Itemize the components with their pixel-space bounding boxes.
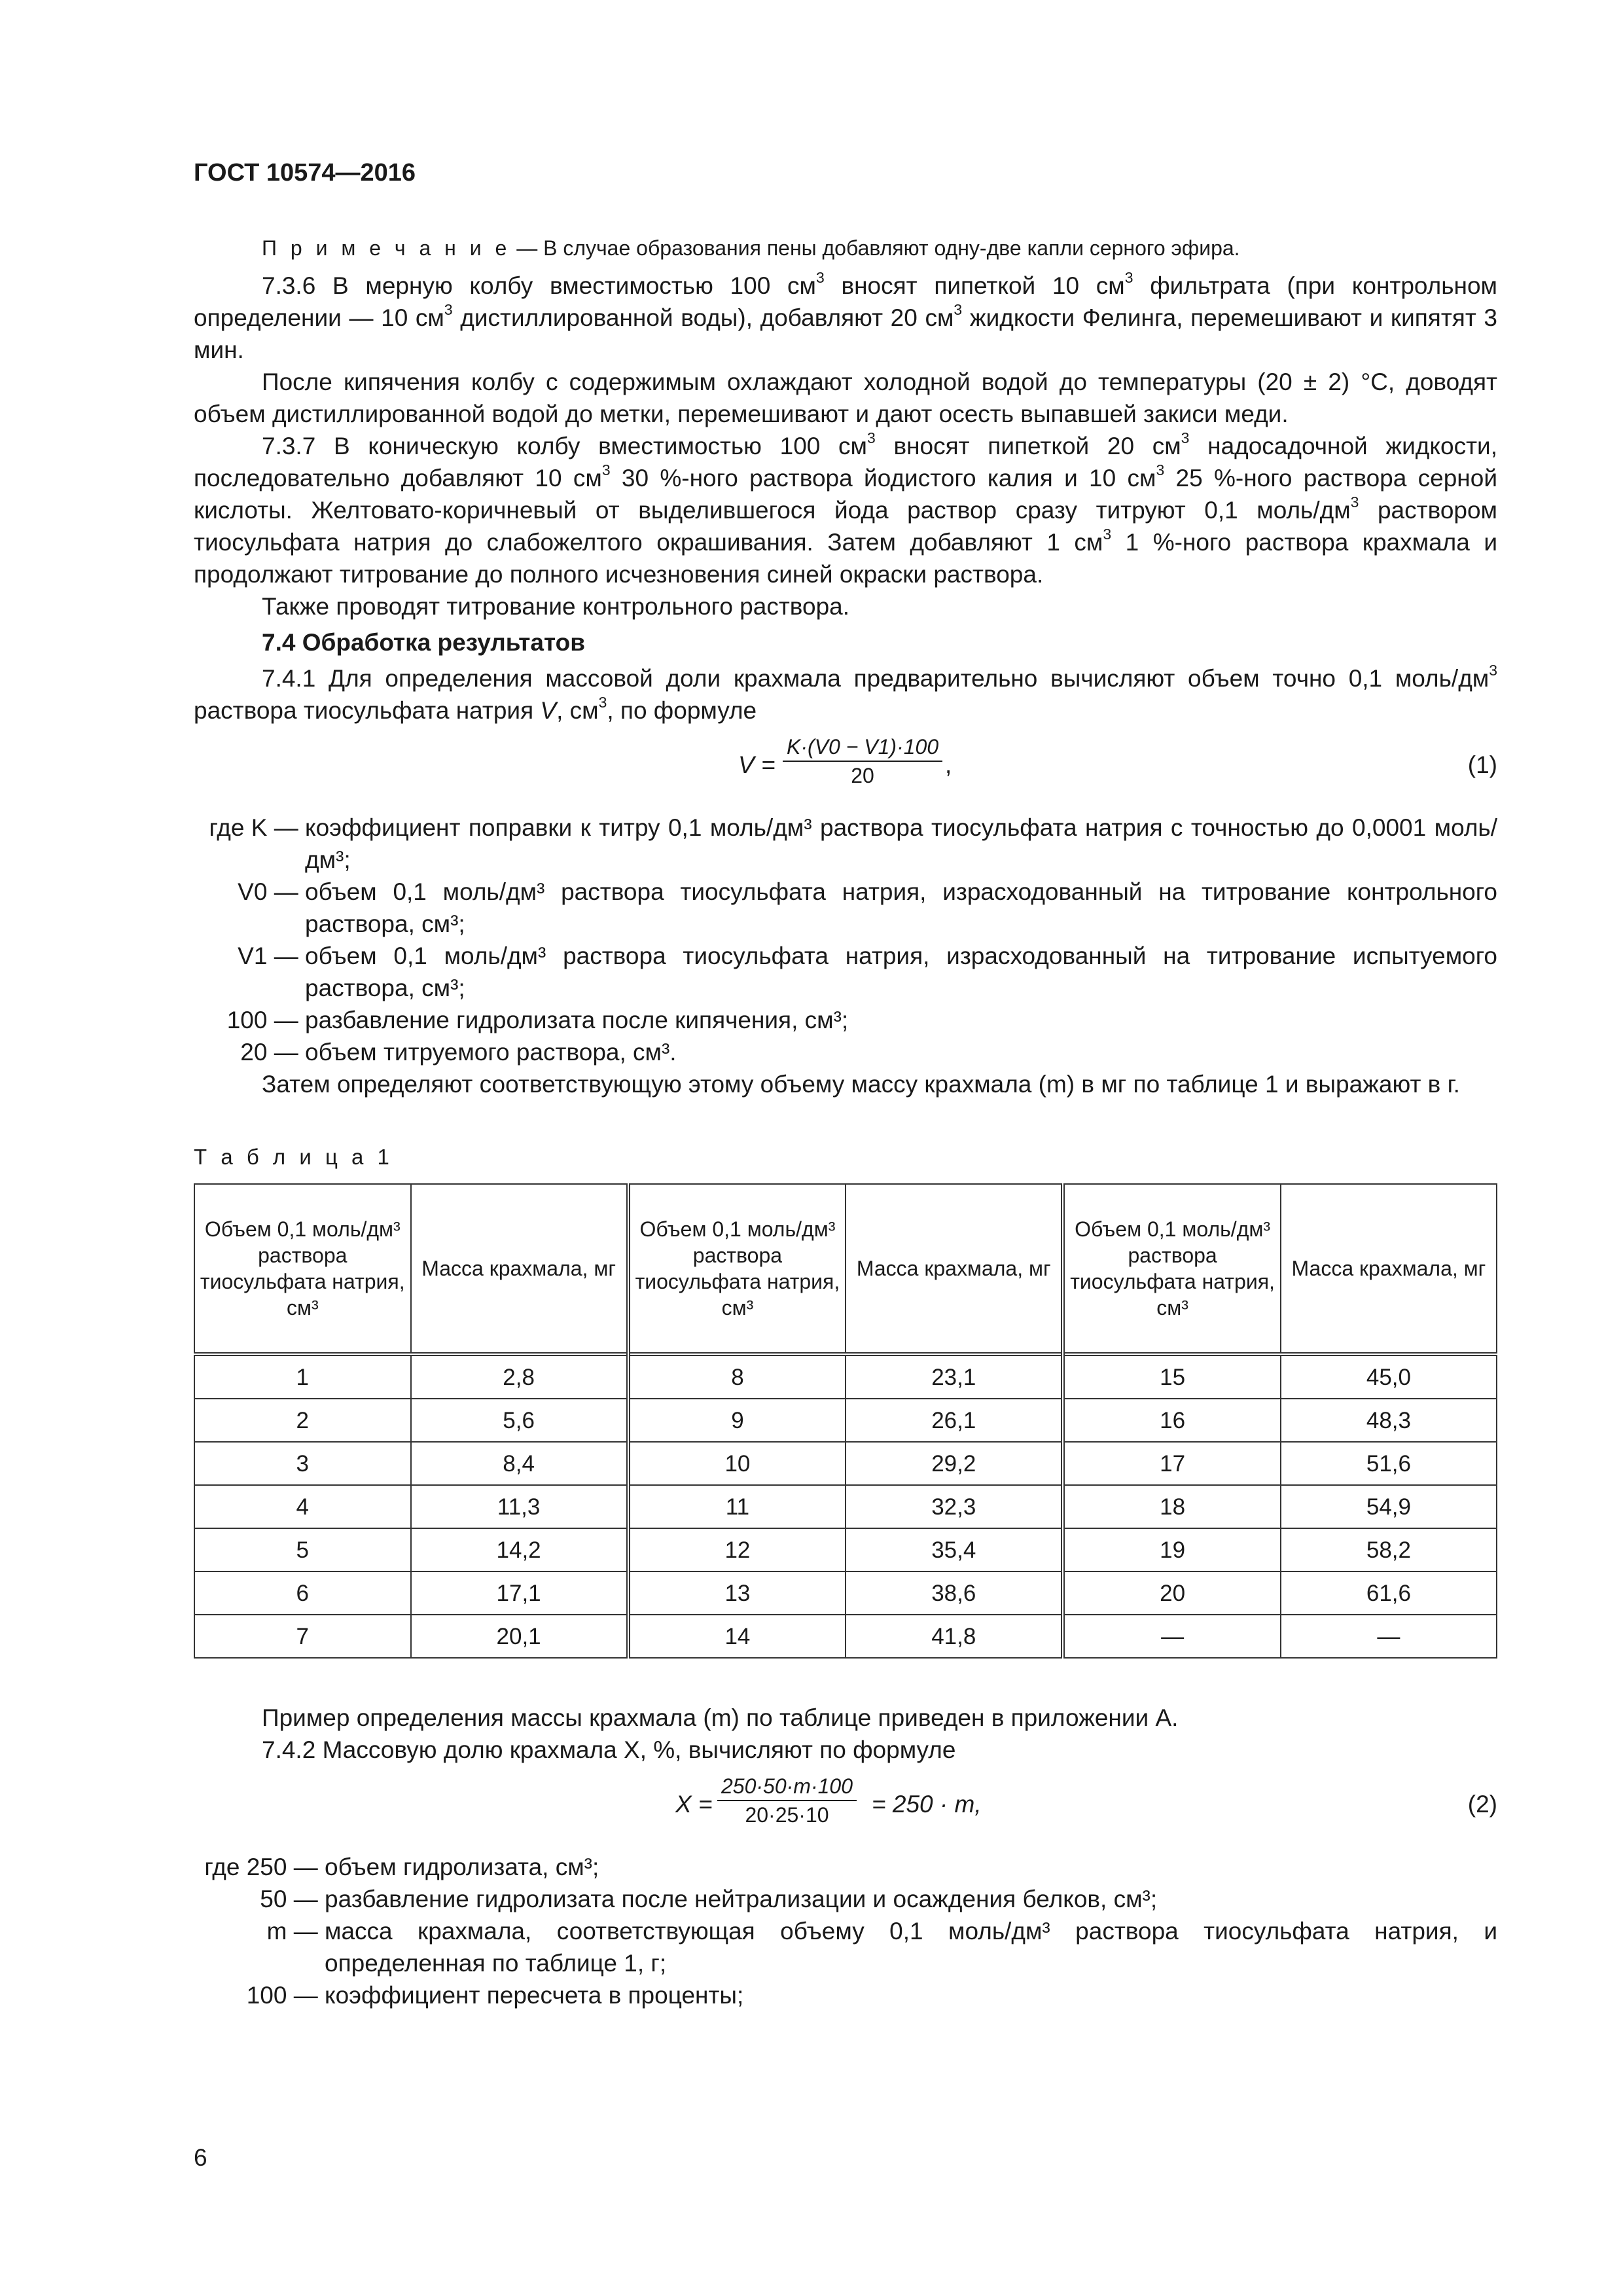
formula-1-number: (1) [1467, 751, 1497, 778]
table-header-row [194, 1184, 1497, 1354]
legend-row: m — масса крахмала, соответствующая объему 0,1 моль/дм³ раствора тиосульфата натрия, и определенная по таблице 1, г; [266, 1918, 1497, 1977]
col-header-mass: Масса крахмала, мг [411, 1184, 628, 1354]
table-row: 4 11,3 11 32,3 18 54,9 [194, 1485, 1497, 1528]
legend-row: V0 — объем 0,1 моль/дм³ раствора тиосульфата натрия, израсходованный на титрование контрольного раствора, см³; [238, 878, 1497, 937]
col-header-mass: Масса крахмала, мг [1281, 1184, 1497, 1354]
legend-row: где K — коэффициент поправки к титру 0,1 моль/дм³ раствора тиосульфата натрия с точностью до 0,0001 моль/дм³; [209, 814, 1497, 873]
formula-1-denominator: 20 [851, 764, 874, 787]
legend-row: V1 — объем 0,1 моль/дм³ раствора тиосульфата натрия, израсходованный на титрование испытуемого раствора, см³; [238, 942, 1497, 1001]
table-row: 7 20,1 14 41,8 — — [194, 1615, 1497, 1658]
formula-2-fraction [717, 1772, 857, 1829]
paragraph-7-3-6: 7.3.6 В мерную колбу вместимостью 100 $см^3$ вносят пипеткой 10 $см^3$ фильтрата (при контрольном определении — 10 $см^3$ дистиллированной воды), добавляют 20 $см^3$ жидкости Фелинга, перемешивают и кипятят 3 мин. [194, 268, 1497, 363]
note-text: — В случае образования пены добавляют одну-две капли серного эфира. [510, 236, 1240, 260]
col-header-volume: Объем 0,1 моль/дм³ раствора тиосульфата натрия, см³ [1063, 1184, 1281, 1354]
formula-1-lhs: V = [738, 751, 776, 778]
formula-1-tail: , [945, 751, 952, 778]
formula-2-number: (2) [1467, 1791, 1497, 1818]
table-row: 3 8,4 10 29,2 17 51,6 [194, 1442, 1497, 1485]
paragraph-7-4-1-cont: Затем определяют соответствующую этому объему массу крахмала (m) в мг по таблице 1 и выражают в г. [262, 1071, 1460, 1098]
table-caption: Т а б л и ц а 1 [194, 1145, 393, 1169]
legend-formula-1 [194, 812, 1497, 1068]
table-row: 6 17,1 13 38,6 20 61,6 [194, 1571, 1497, 1615]
legend-row: 100 — разбавление гидролизата после кипячения, см³; [226, 1007, 849, 1033]
paragraph-7-3-7-cont: Также проводят титрование контрольного раствора. [262, 593, 850, 620]
paragraph-7-4-2: 7.4.2 Массовую долю крахмала X, %, вычисляют по формуле [262, 1736, 956, 1763]
col-header-mass: Масса крахмала, мг [846, 1184, 1063, 1354]
table-1 [194, 1183, 1497, 1659]
legend-row: 50 — разбавление гидролизата после нейтрализации и осаждения белков, см³; [260, 1886, 1158, 1912]
paragraph-7-3-7: 7.3.7 В коническую колбу вместимостью 100 $см^3$ вносят пипеткой 20 $см^3$ надосадочной жидкости, последовательно добавляют 10 $см^3$ 30 %-ного раствора йодистого калия и 10 $см^3$ 25 %-ного раствора серной кислоты. Желтовато-коричневый от выделившегося йода раствор сразу титруют 0,1 моль/$дм^3$ раствором тиосульфата натрия до слабожелтого окрашивания. Затем добавляют 1 $см^3$ 1 %-ного раствора крахмала и продолжают титрование до полного исчезновения синей окраски раствора. [194, 429, 1497, 588]
paragraph-7-4-1: 7.4.1 Для определения массовой доли крахмала предварительно вычисляют объем точно 0,1 моль/$дм^3$ раствора тиосульфата натрия V, $см^3$, по формуле [194, 661, 1497, 724]
legend-row: 20 — объем титруемого раствора, см³. [240, 1039, 677, 1066]
formula-2-denominator: 20·25·10 [745, 1803, 829, 1827]
col-header-volume: Объем 0,1 моль/дм³ раствора тиосульфата натрия, см³ [628, 1184, 846, 1354]
formula-2-numerator: 250·50·m·100 [721, 1774, 853, 1798]
formula-2-rhs: = 250 · m, [872, 1791, 982, 1818]
formula-1-numerator: K·(V0 − V1)·100 [787, 735, 939, 759]
table-row: 1 2,8 8 23,1 15 45,0 [194, 1354, 1497, 1399]
table-row: 2 5,6 9 26,1 16 48,3 [194, 1399, 1497, 1442]
document-page [194, 157, 1497, 2011]
legend-row: где 250 — объем гидролизата, см³; [204, 1854, 599, 1880]
formula-2-lhs: X = [675, 1791, 713, 1818]
standard-header: ГОСТ 10574—2016 [194, 159, 416, 187]
note-label: П р и м е ч а н и е [262, 236, 511, 260]
formula-1-fraction [783, 733, 942, 789]
paragraph-7-3-6-cont: После кипячения колбу с содержимым охлаждают холодной водой до температуры (20 ± 2) °С, доводят объем дистиллированной водой до метки, перемешивают и дают осесть выпавшей закиси меди. [194, 368, 1497, 427]
paragraph-example: Пример определения массы крахмала (m) по таблице приведен в приложении А. [262, 1704, 1179, 1731]
formula-1 [194, 726, 1497, 812]
legend-formula-2 [194, 1851, 1497, 2011]
note [194, 232, 1497, 264]
section-7-4-title: 7.4 Обработка результатов [262, 629, 585, 656]
formula-2 [194, 1766, 1497, 1851]
col-header-volume: Объем 0,1 моль/дм³ раствора тиосульфата натрия, см³ [194, 1184, 411, 1354]
legend-row: 100 — коэффициент пересчета в проценты; [246, 1982, 744, 2009]
table-row: 5 14,2 12 35,4 19 58,2 [194, 1528, 1497, 1571]
page-number: 6 [194, 2144, 207, 2171]
